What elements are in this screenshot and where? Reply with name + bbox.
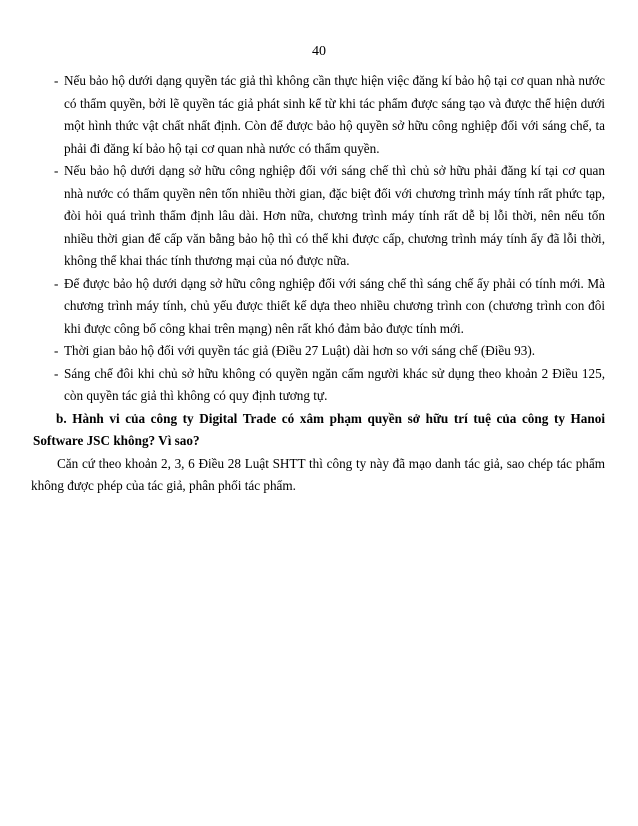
bullet-dash: - bbox=[54, 163, 59, 178]
bullet-item bbox=[33, 340, 605, 363]
bullet-dash: - bbox=[54, 73, 59, 88]
bullet-item bbox=[33, 363, 605, 408]
bullet-text: Nếu bảo hộ dưới dạng sở hữu công nghiệp đối với sáng chế thì chủ sở hữu phải đăng kí tại cơ quan nhà nước có thẩm quyền nên tốn nhiều thời gian, đặc biệt đối với chương trình máy tính rất phức tạp, đòi hỏi quá trình thẩm định lâu dài. Hơn nữa, chương trình máy tính rất dễ bị lỗi thời, nên nếu tốn nhiều thời gian để cấp văn bằng bảo hộ thì có thể khi được cấp, chương trình máy tính ấy đã lỗi thời, không thể khai thác tính thương mại của nó được nữa. bbox=[64, 163, 605, 268]
bullet-text: Để được bảo hộ dưới dạng sở hữu công nghiệp đối với sáng chế thì sáng chế ấy phải có tính mới. Mà chương trình máy tính, chủ yếu được thiết kế dựa theo nhiều chương trình con (chương trình con đôi khi được công bố công khai trên mạng) nên rất khó đảm bảo được tính mới. bbox=[64, 275, 605, 336]
section-b-heading bbox=[33, 408, 605, 453]
bullet-dash: - bbox=[54, 275, 59, 291]
section-b-heading-text: b. Hành vi của công ty Digital Trade có xâm phạm quyền sở hữu trí tuệ của công ty Hanoi Software JSC không? Vì sao? bbox=[33, 410, 605, 448]
bullet-item bbox=[33, 160, 605, 273]
bullet-item bbox=[33, 70, 605, 160]
document-body bbox=[33, 70, 605, 498]
bullet-item bbox=[33, 273, 605, 341]
section-b-paragraph: Căn cứ theo khoản 2, 3, 6 Điều 28 Luật SHTT thì công ty này đã mạo danh tác giả, sao chép tác phẩm không được phép của tác giả, phân phối tác phẩm. bbox=[31, 455, 605, 493]
bullet-dash: - bbox=[54, 365, 59, 381]
bullet-text: Thời gian bảo hộ đối với quyền tác giả (Điều 27 Luật) dài hơn so với sáng chế (Điều 93). bbox=[64, 343, 536, 358]
bullet-text: Sáng chế đôi khi chủ sở hữu không có quyền ngăn cấm người khác sử dụng theo khoản 2 Điều 125, còn quyền tác giả thì không có quy định tương tự. bbox=[64, 365, 605, 403]
page-number: 40 bbox=[312, 44, 326, 59]
bullet-text: Nếu bảo hộ dưới dạng quyền tác giả thì không cần thực hiện việc đăng kí bảo hộ tại cơ quan nhà nước có thẩm quyền, bởi lẽ quyền tác giả phát sinh kể từ khi tác phẩm được sáng tạo và được thể hiện dưới một hình thức vật chất nhất định. Còn để được bảo hộ quyền sở hữu công nghiệp đối với sáng chế, ta phải đi đăng kí bảo hộ tại cơ quan nhà nước có thẩm quyền. bbox=[64, 73, 605, 156]
bullet-dash: - bbox=[54, 343, 59, 358]
